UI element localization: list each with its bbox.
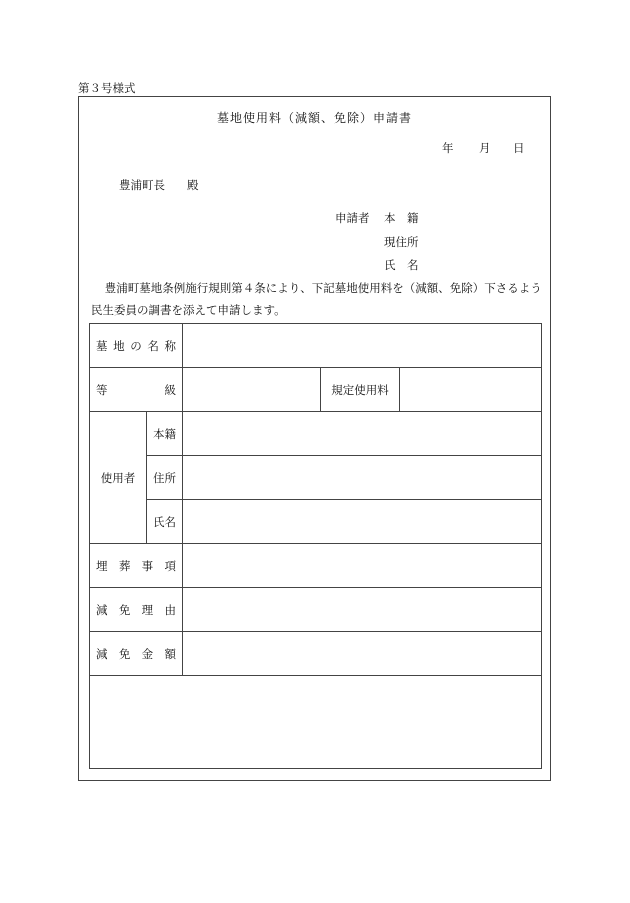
reduction-amount-field[interactable] [183,632,542,676]
applicant-label: 申請者 [335,211,370,225]
grade-label: 等 級 [90,368,183,412]
row-grade [90,368,542,412]
user-honseki-label: 本籍 [147,412,183,456]
user-address-label: 住所 [147,456,183,500]
applicant-honseki-label: 本 籍 [384,211,419,225]
form-title: 墓地使用料（減額、免除）申請書 [216,111,412,125]
user-name-field[interactable] [183,500,542,544]
cemetery-name-field[interactable] [183,324,542,368]
grade-field[interactable] [183,368,321,412]
row-user-address [90,456,542,500]
row-reduction-reason [90,588,542,632]
application-form [78,96,551,781]
addressee [119,177,199,193]
cemetery-name-label: 墓地の名称 [90,324,183,368]
row-remarks [90,676,542,769]
applicant-name-label: 氏 名 [384,258,419,272]
burial-matters-label: 埋葬事項 [90,544,183,588]
row-reduction-amount [90,632,542,676]
user-name-label: 氏名 [147,500,183,544]
burial-matters-field[interactable] [183,544,542,588]
form-number: 第３号様式 [78,81,136,95]
standard-fee-field[interactable] [400,368,542,412]
row-user-honseki [90,412,542,456]
user-label: 使用者 [90,412,147,544]
reduction-reason-field[interactable] [183,588,542,632]
date-year-label: 年 [442,141,454,155]
reduction-reason-label: 減免理由 [90,588,183,632]
user-address-field[interactable] [183,456,542,500]
addressee-name: 豊浦町長 [119,178,165,192]
user-honseki-field[interactable] [183,412,542,456]
row-cemetery-name [90,324,542,368]
application-statement: 豊浦町墓地条例施行規則第４条により、下記墓地使用料を（減額、免除）下さるよう民生委員の調書を添えて申請します。 [91,281,542,317]
application-table [89,323,542,769]
row-burial-matters [90,544,542,588]
date-month-label: 月 [479,141,491,155]
addressee-honorific: 殿 [187,178,199,192]
date-day-label: 日 [513,141,525,155]
reduction-amount-label: 減免金額 [90,632,183,676]
standard-fee-label: 規定使用料 [321,368,400,412]
applicant-address-label: 現住所 [384,235,419,249]
remarks-field[interactable] [90,676,542,769]
row-user-name [90,500,542,544]
